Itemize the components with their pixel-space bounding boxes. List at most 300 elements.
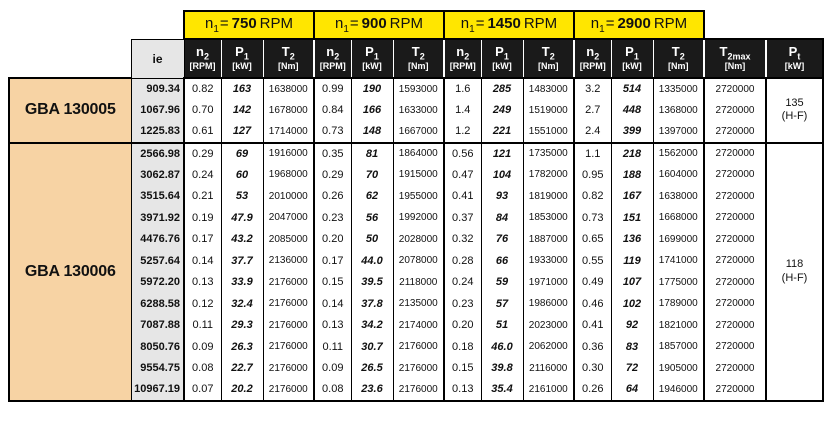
- column-unit: [RPM]: [579, 61, 606, 72]
- t2-value-cell: 2174000: [393, 315, 444, 337]
- t2-value-cell: 1562000: [653, 143, 704, 165]
- n2-value-cell: 0.08: [314, 379, 351, 401]
- p1-value-cell: 249: [481, 100, 523, 122]
- p1-value-cell: 92: [611, 315, 653, 337]
- n2-value-cell: 0.20: [314, 229, 351, 251]
- n2-value-cell: 0.18: [444, 336, 481, 358]
- p1-value-cell: 166: [351, 100, 393, 122]
- ratio-value-cell: 10967.19: [131, 379, 184, 401]
- column-header-t2-900rpm: [393, 39, 444, 78]
- table-row: [9, 229, 823, 251]
- n2-value-cell: 0.24: [444, 272, 481, 294]
- symbol-text: n: [196, 43, 204, 59]
- symbol-sub: 2: [203, 51, 209, 62]
- pt-value: 118: [785, 257, 804, 270]
- t2-value-cell: 1916000: [263, 143, 314, 165]
- ratio-value-cell: 5972.20: [131, 272, 184, 294]
- p1-value-cell: 93: [481, 186, 523, 208]
- speed-symbol: n: [460, 15, 470, 32]
- p1-value-cell: 102: [611, 293, 653, 315]
- symbol-text: T: [671, 43, 680, 59]
- column-symbol: [524, 45, 574, 62]
- table-row: [9, 358, 823, 380]
- speed-value: 750: [231, 15, 257, 32]
- n2-value-cell: 0.29: [184, 143, 221, 165]
- t2-value-cell: 1819000: [523, 186, 574, 208]
- p1-value-cell: 37.8: [351, 293, 393, 315]
- n2-value-cell: 0.14: [184, 250, 221, 272]
- symbol-text: n: [456, 43, 465, 59]
- n2-value-cell: 0.15: [314, 272, 351, 294]
- n2-value-cell: 0.20: [444, 315, 481, 337]
- speed-symbol-sub: 1: [213, 24, 219, 35]
- p1-value-cell: 448: [611, 100, 653, 122]
- t2-value-cell: 1735000: [523, 143, 574, 165]
- t2max-value-cell: 2720000: [704, 250, 766, 272]
- symbol-sub: 2: [464, 51, 470, 62]
- t2-value-cell: 2176000: [393, 358, 444, 380]
- column-header-p1-1450rpm: [481, 39, 523, 78]
- n2-value-cell: 0.56: [444, 143, 481, 165]
- column-symbol: [394, 45, 444, 62]
- symbol-text: P: [235, 43, 244, 59]
- t2-value-cell: 1853000: [523, 207, 574, 229]
- column-header-t2-1450rpm: [523, 39, 574, 78]
- symbol-sub: 2: [419, 51, 425, 62]
- ratio-value-cell: 3971.92: [131, 207, 184, 229]
- p1-value-cell: 46.0: [481, 336, 523, 358]
- table-row: [9, 143, 823, 165]
- speed-header-1450rpm: [444, 11, 574, 39]
- n2-value-cell: 0.35: [314, 143, 351, 165]
- n2-value-cell: 0.37: [444, 207, 481, 229]
- n2-value-cell: 0.95: [574, 164, 611, 186]
- column-unit: [Nm]: [538, 61, 559, 72]
- table-row: [9, 100, 823, 122]
- t2-value-cell: 2176000: [263, 272, 314, 294]
- symbol-sub: 2: [289, 51, 295, 62]
- t2-value-cell: 1887000: [523, 229, 574, 251]
- t2-value-cell: 1638000: [263, 78, 314, 100]
- n2-value-cell: 0.11: [314, 336, 351, 358]
- t2-value-cell: 2135000: [393, 293, 444, 315]
- ratio-value-cell: 909.34: [131, 78, 184, 100]
- p1-value-cell: 53: [221, 186, 263, 208]
- symbol-sub: 2: [679, 51, 685, 62]
- column-unit: [RPM]: [449, 61, 476, 72]
- n2-value-cell: 0.11: [184, 315, 221, 337]
- t2-value-cell: 1678000: [263, 100, 314, 122]
- column-header-p1-2900rpm: [611, 39, 653, 78]
- p1-value-cell: 37.7: [221, 250, 263, 272]
- n2-value-cell: 0.41: [574, 315, 611, 337]
- blank-above-model: [9, 39, 131, 78]
- n2-value-cell: 0.17: [184, 229, 221, 251]
- model-name-cell: GBA 130005: [9, 78, 131, 143]
- n2-value-cell: 0.07: [184, 379, 221, 401]
- equals-sign: =: [605, 15, 615, 32]
- table-row: [9, 78, 823, 100]
- symbol-text: T: [541, 43, 550, 59]
- n2-value-cell: 0.08: [184, 358, 221, 380]
- column-symbol: [352, 45, 393, 62]
- symbol-sub: 1: [633, 51, 639, 62]
- n2-value-cell: 0.73: [314, 121, 351, 143]
- t2-value-cell: 1667000: [393, 121, 444, 143]
- speed-symbol-sub: 1: [343, 24, 349, 35]
- speed-header-750rpm: [184, 11, 314, 39]
- column-header-t2-2900rpm: [653, 39, 704, 78]
- ratio-value-cell: 8050.76: [131, 336, 184, 358]
- n2-value-cell: 0.13: [184, 272, 221, 294]
- p1-value-cell: 47.9: [221, 207, 263, 229]
- ratio-value-cell: 7087.88: [131, 315, 184, 337]
- p1-value-cell: 76: [481, 229, 523, 251]
- p1-value-cell: 121: [481, 143, 523, 165]
- column-symbol: [705, 45, 765, 62]
- t2-value-cell: 1775000: [653, 272, 704, 294]
- column-unit: [kW]: [622, 61, 642, 72]
- symbol-sub: 2: [594, 51, 600, 62]
- n2-value-cell: 2.7: [574, 100, 611, 122]
- table-row: [9, 379, 823, 401]
- t2-value-cell: 1519000: [523, 100, 574, 122]
- symbol-sub: 2: [334, 51, 340, 62]
- column-header-n2-900rpm: [314, 39, 351, 78]
- speed-symbol-sub: 1: [599, 24, 605, 35]
- column-symbol: [222, 45, 263, 62]
- column-symbol: [612, 45, 653, 62]
- p1-value-cell: 104: [481, 164, 523, 186]
- p1-value-cell: 60: [221, 164, 263, 186]
- t2max-value-cell: 2720000: [704, 164, 766, 186]
- t2-value-cell: 1946000: [653, 379, 704, 401]
- speed-unit: RPM: [389, 15, 424, 32]
- n2-value-cell: 0.47: [444, 164, 481, 186]
- gearbox-rating-table: [8, 10, 824, 402]
- t2-value-cell: 2176000: [393, 336, 444, 358]
- p1-value-cell: 43.2: [221, 229, 263, 251]
- n2-value-cell: 0.73: [574, 207, 611, 229]
- ratio-value-cell: 2566.98: [131, 143, 184, 165]
- n2-value-cell: 0.24: [184, 164, 221, 186]
- t2-value-cell: 1593000: [393, 78, 444, 100]
- speed-symbol-sub: 1: [469, 24, 475, 35]
- p1-value-cell: 64: [611, 379, 653, 401]
- symbol-text: T: [281, 43, 290, 59]
- p1-value-cell: 20.2: [221, 379, 263, 401]
- t2-value-cell: 2176000: [263, 358, 314, 380]
- ratio-value-cell: 9554.75: [131, 358, 184, 380]
- p1-value-cell: 35.4: [481, 379, 523, 401]
- p1-value-cell: 72: [611, 358, 653, 380]
- p1-value-cell: 83: [611, 336, 653, 358]
- equals-sign: =: [475, 15, 485, 32]
- t2-value-cell: 1857000: [653, 336, 704, 358]
- t2-value-cell: 2116000: [523, 358, 574, 380]
- n2-value-cell: 0.09: [184, 336, 221, 358]
- t2-value-cell: 1483000: [523, 78, 574, 100]
- p1-value-cell: 34.2: [351, 315, 393, 337]
- pt-value-cell: [766, 78, 823, 143]
- column-symbol: [767, 45, 822, 62]
- t2-value-cell: 2136000: [263, 250, 314, 272]
- p1-value-cell: 26.3: [221, 336, 263, 358]
- column-header-p1-900rpm: [351, 39, 393, 78]
- pt-note: (H-F): [781, 271, 808, 284]
- column-header-pt: [766, 39, 823, 78]
- n2-value-cell: 0.19: [184, 207, 221, 229]
- symbol-sub: 1: [243, 51, 249, 62]
- t2max-value-cell: 2720000: [704, 78, 766, 100]
- column-symbol: [445, 45, 481, 62]
- units-header-row: [9, 39, 823, 78]
- n2-value-cell: 2.4: [574, 121, 611, 143]
- n2-value-cell: 0.23: [314, 207, 351, 229]
- column-unit: [RPM]: [319, 61, 346, 72]
- n2-value-cell: 0.17: [314, 250, 351, 272]
- table-row: [9, 121, 823, 143]
- p1-value-cell: 221: [481, 121, 523, 143]
- speed-header-row: [9, 11, 823, 39]
- n2-value-cell: 1.4: [444, 100, 481, 122]
- n2-value-cell: 0.13: [314, 315, 351, 337]
- speed-value: 2900: [617, 15, 651, 32]
- t2max-value-cell: 2720000: [704, 229, 766, 251]
- column-symbol: [482, 45, 523, 62]
- symbol-text: T: [719, 43, 728, 59]
- t2-value-cell: 1714000: [263, 121, 314, 143]
- symbol-text: n: [326, 43, 335, 59]
- pt-note: (H-F): [781, 110, 808, 123]
- p1-value-cell: 167: [611, 186, 653, 208]
- column-symbol: [264, 45, 314, 62]
- column-symbol: [654, 45, 704, 62]
- table-row: [9, 336, 823, 358]
- t2-value-cell: 2085000: [263, 229, 314, 251]
- t2-value-cell: 2062000: [523, 336, 574, 358]
- p1-value-cell: 84: [481, 207, 523, 229]
- column-symbol: [315, 45, 351, 62]
- table-row: [9, 207, 823, 229]
- speed-header-900rpm: [314, 11, 444, 39]
- t2-value-cell: 1968000: [263, 164, 314, 186]
- t2-value-cell: 1864000: [393, 143, 444, 165]
- n2-value-cell: 0.12: [184, 293, 221, 315]
- speed-unit: RPM: [653, 15, 688, 32]
- n2-value-cell: 1.2: [444, 121, 481, 143]
- ratio-column-header: ie: [131, 39, 184, 78]
- t2-value-cell: 1971000: [523, 272, 574, 294]
- t2-value-cell: 1933000: [523, 250, 574, 272]
- speed-symbol: n: [204, 15, 214, 32]
- column-unit: [kW]: [362, 61, 382, 72]
- p1-value-cell: 70: [351, 164, 393, 186]
- t2-value-cell: 1638000: [653, 186, 704, 208]
- p1-value-cell: 127: [221, 121, 263, 143]
- t2-value-cell: 2176000: [393, 379, 444, 401]
- n2-value-cell: 0.23: [444, 293, 481, 315]
- n2-value-cell: 0.32: [444, 229, 481, 251]
- blank-corner: [9, 11, 184, 39]
- n2-value-cell: 0.41: [444, 186, 481, 208]
- t2-value-cell: 1955000: [393, 186, 444, 208]
- t2max-value-cell: 2720000: [704, 379, 766, 401]
- speed-value: 900: [361, 15, 387, 32]
- n2-value-cell: 0.29: [314, 164, 351, 186]
- t2-value-cell: 1335000: [653, 78, 704, 100]
- table-row: [9, 272, 823, 294]
- t2max-value-cell: 2720000: [704, 186, 766, 208]
- p1-value-cell: 62: [351, 186, 393, 208]
- t2-value-cell: 2047000: [263, 207, 314, 229]
- t2-value-cell: 1789000: [653, 293, 704, 315]
- column-unit: [kW]: [492, 61, 512, 72]
- p1-value-cell: 30.7: [351, 336, 393, 358]
- n2-value-cell: 0.84: [314, 100, 351, 122]
- p1-value-cell: 285: [481, 78, 523, 100]
- t2max-value-cell: 2720000: [704, 121, 766, 143]
- symbol-sub: 2max: [727, 51, 751, 62]
- p1-value-cell: 399: [611, 121, 653, 143]
- n2-value-cell: 1.6: [444, 78, 481, 100]
- pt-value: 135: [785, 96, 804, 109]
- t2-value-cell: 2176000: [263, 315, 314, 337]
- t2-value-cell: 1821000: [653, 315, 704, 337]
- t2-value-cell: 1604000: [653, 164, 704, 186]
- speed-symbol: n: [590, 15, 600, 32]
- column-header-n2-1450rpm: [444, 39, 481, 78]
- t2-value-cell: 2010000: [263, 186, 314, 208]
- blank-top-right: [704, 11, 823, 39]
- column-unit: [kW]: [784, 61, 805, 72]
- p1-value-cell: 119: [611, 250, 653, 272]
- p1-value-cell: 142: [221, 100, 263, 122]
- n2-value-cell: 0.55: [574, 250, 611, 272]
- symbol-sub: 1: [373, 51, 379, 62]
- column-header-p1-750rpm: [221, 39, 263, 78]
- n2-value-cell: 0.14: [314, 293, 351, 315]
- symbol-sub: 1: [503, 51, 509, 62]
- column-header-n2-2900rpm: [574, 39, 611, 78]
- n2-value-cell: 0.36: [574, 336, 611, 358]
- t2-value-cell: 1992000: [393, 207, 444, 229]
- p1-value-cell: 188: [611, 164, 653, 186]
- t2-value-cell: 1633000: [393, 100, 444, 122]
- ratio-value-cell: 1225.83: [131, 121, 184, 143]
- symbol-sub: 2: [549, 51, 555, 62]
- p1-value-cell: 69: [221, 143, 263, 165]
- t2-value-cell: 1551000: [523, 121, 574, 143]
- t2-value-cell: 1915000: [393, 164, 444, 186]
- n2-value-cell: 0.28: [444, 250, 481, 272]
- p1-value-cell: 29.3: [221, 315, 263, 337]
- p1-value-cell: 190: [351, 78, 393, 100]
- p1-value-cell: 57: [481, 293, 523, 315]
- n2-value-cell: 0.26: [314, 186, 351, 208]
- symbol-text: n: [586, 43, 595, 59]
- column-header-n2-750rpm: [184, 39, 221, 78]
- t2-value-cell: 2176000: [263, 336, 314, 358]
- equals-sign: =: [219, 15, 229, 32]
- symbol-sub: t: [797, 51, 801, 62]
- n2-value-cell: 0.65: [574, 229, 611, 251]
- p1-value-cell: 50: [351, 229, 393, 251]
- t2-value-cell: 1699000: [653, 229, 704, 251]
- p1-value-cell: 107: [611, 272, 653, 294]
- table-row: [9, 293, 823, 315]
- p1-value-cell: 39.8: [481, 358, 523, 380]
- t2max-value-cell: 2720000: [704, 336, 766, 358]
- p1-value-cell: 39.5: [351, 272, 393, 294]
- n2-value-cell: 0.99: [314, 78, 351, 100]
- p1-value-cell: 81: [351, 143, 393, 165]
- column-unit: [Nm]: [668, 61, 689, 72]
- column-unit: [kW]: [232, 61, 252, 72]
- p1-value-cell: 51: [481, 315, 523, 337]
- t2max-value-cell: 2720000: [704, 143, 766, 165]
- t2-value-cell: 2176000: [263, 293, 314, 315]
- symbol-text: P: [625, 43, 634, 59]
- n2-value-cell: 1.1: [574, 143, 611, 165]
- p1-value-cell: 59: [481, 272, 523, 294]
- speed-symbol: n: [334, 15, 344, 32]
- n2-value-cell: 0.61: [184, 121, 221, 143]
- column-header-t2max: [704, 39, 766, 78]
- speed-unit: RPM: [523, 15, 558, 32]
- n2-value-cell: 0.82: [184, 78, 221, 100]
- symbol-text: P: [365, 43, 374, 59]
- t2-value-cell: 1986000: [523, 293, 574, 315]
- n2-value-cell: 0.09: [314, 358, 351, 380]
- table-row: [9, 315, 823, 337]
- t2-value-cell: 2176000: [263, 379, 314, 401]
- t2max-value-cell: 2720000: [704, 272, 766, 294]
- t2-value-cell: 1397000: [653, 121, 704, 143]
- p1-value-cell: 33.9: [221, 272, 263, 294]
- n2-value-cell: 0.82: [574, 186, 611, 208]
- n2-value-cell: 0.15: [444, 358, 481, 380]
- column-symbol: [575, 45, 611, 62]
- n2-value-cell: 0.13: [444, 379, 481, 401]
- t2max-value-cell: 2720000: [704, 315, 766, 337]
- n2-value-cell: 0.30: [574, 358, 611, 380]
- symbol-text: T: [411, 43, 420, 59]
- p1-value-cell: 148: [351, 121, 393, 143]
- p1-value-cell: 514: [611, 78, 653, 100]
- ratio-value-cell: 6288.58: [131, 293, 184, 315]
- t2-value-cell: 2118000: [393, 272, 444, 294]
- p1-value-cell: 22.7: [221, 358, 263, 380]
- n2-value-cell: 0.70: [184, 100, 221, 122]
- t2max-value-cell: 2720000: [704, 358, 766, 380]
- symbol-text: P: [495, 43, 504, 59]
- p1-value-cell: 163: [221, 78, 263, 100]
- t2-value-cell: 1782000: [523, 164, 574, 186]
- ratio-value-cell: 3062.87: [131, 164, 184, 186]
- n2-value-cell: 0.26: [574, 379, 611, 401]
- p1-value-cell: 56: [351, 207, 393, 229]
- p1-value-cell: 151: [611, 207, 653, 229]
- t2-value-cell: 1905000: [653, 358, 704, 380]
- t2-value-cell: 2028000: [393, 229, 444, 251]
- column-unit: [Nm]: [408, 61, 429, 72]
- p1-value-cell: 23.6: [351, 379, 393, 401]
- t2-value-cell: 1368000: [653, 100, 704, 122]
- ratio-value-cell: 4476.76: [131, 229, 184, 251]
- n2-value-cell: 0.46: [574, 293, 611, 315]
- speed-header-2900rpm: [574, 11, 704, 39]
